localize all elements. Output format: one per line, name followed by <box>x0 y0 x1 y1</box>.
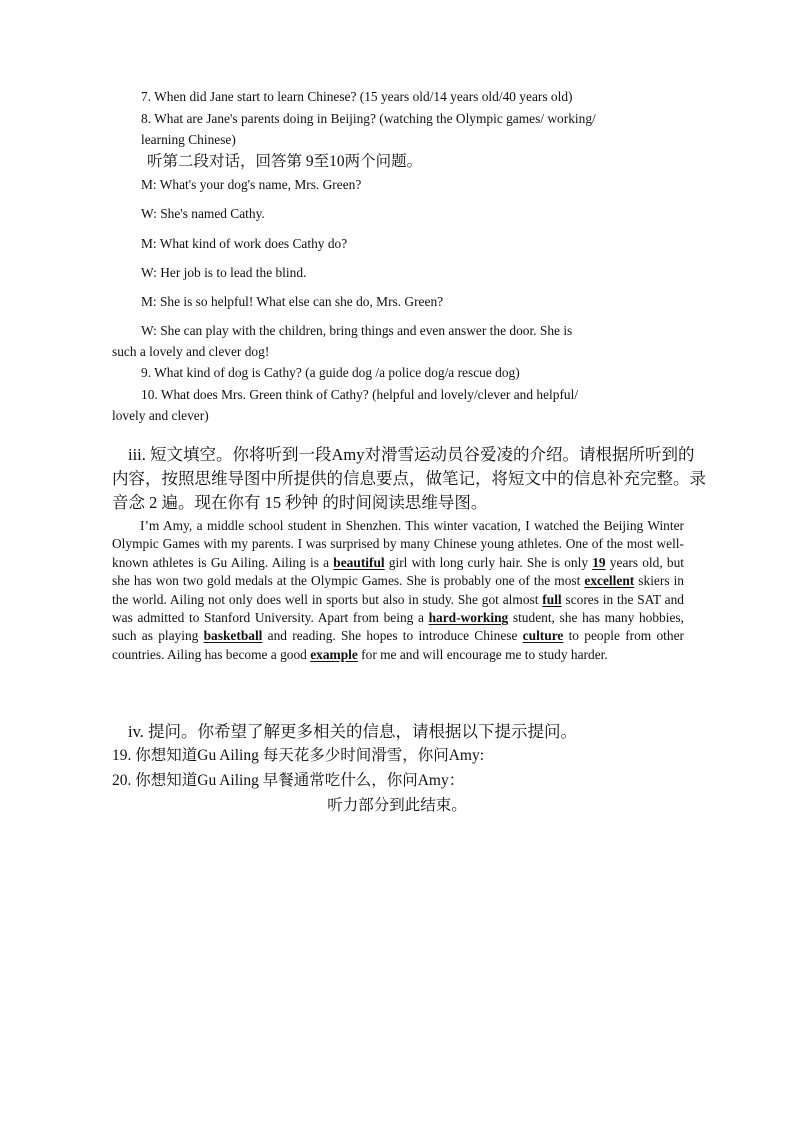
section-3-heading-line-3: 音念 2 遍。现在你有 15 秒钟 的时间阅读思维导图。 <box>112 493 488 512</box>
passage-text-8: to people from other countries. Ailing has become a good <box>112 628 684 662</box>
answer-beautiful: beautiful <box>333 554 385 570</box>
question-10-line-2: lovely and clever) <box>112 408 209 423</box>
passage-text-4: skiers in the world. Ailing not only does well in sports but also in study. She got almost <box>112 573 684 607</box>
dialogue-line-1: M: What's your dog's name, Mrs. Green? <box>141 177 362 192</box>
answer-excellent: excellent <box>584 573 635 589</box>
dialogue-line-4: W: Her job is to lead the blind. <box>141 265 307 280</box>
section-4-heading: iv. 提问。你希望了解更多相关的信息，请根据以下提示提问。 <box>128 722 578 741</box>
passage <box>112 517 684 664</box>
passage-text-7: and reading. She hopes to introduce Chinese <box>262 628 523 644</box>
section-3-heading-line-2: 内容，按照思维导图中所提供的信息要点，做笔记，将短文中的信息补充完整。录 <box>112 469 706 488</box>
dialogue-line-6b: such a lovely and clever dog! <box>112 344 270 359</box>
section-3-heading-line-1: iii. 短文填空。你将听到一段Amy对滑雪运动员谷爱凌的介绍。请根据所听到的 <box>128 445 695 464</box>
dialogue-line-2: W: She's named Cathy. <box>141 206 265 221</box>
question-7: 7. When did Jane start to learn Chinese? (15 years old/14 years old/40 years old) <box>141 89 573 104</box>
dialogue-line-5: M: She is so helpful! What else can she do, Mrs. Green? <box>141 294 444 309</box>
answer-full: full <box>542 591 562 607</box>
answer-19: 19 <box>592 554 606 570</box>
passage-text-1: I’m Amy, a middle school student in Shenzhen. This winter vacation, I watched the Beijing Winter Olympic Games with my parents. I was surprised by many Chinese young athletes. One of the most well-known athletes is Gu Ailing. Ailing is a <box>112 518 684 570</box>
question-8-line-1: 8. What are Jane's parents doing in Beijing? (watching the Olympic games/ working/ <box>141 111 596 126</box>
passage-paragraph <box>112 517 684 664</box>
dialogue-line-3: M: What kind of work does Cathy do? <box>141 236 348 251</box>
answer-hard-working: hard-working <box>428 610 509 626</box>
passage-text-3: years old, but she has won two gold medals at the Olympic Games. She is probably one of the most <box>112 554 684 589</box>
passage-text-5: scores in the SAT and was admitted to Stanford University. Apart from being a <box>112 591 684 626</box>
question-10-line-1: 10. What does Mrs. Green think of Cathy? (helpful and lovely/clever and helpful/ <box>141 387 579 402</box>
question-9: 9. What kind of dog is Cathy? (a guide dog /a police dog/a rescue dog) <box>141 365 520 380</box>
answer-example: example <box>310 646 358 662</box>
question-19: 19. 你想知道Gu Ailing 每天花多少时间滑雪，你问Amy: <box>112 747 485 764</box>
section-2-instruction: 听第二段对话，回答第 9至10两个问题。 <box>147 153 423 170</box>
passage-text-2: girl with long curly hair. She is only <box>384 554 593 570</box>
question-20: 20. 你想知道Gu Ailing 早餐通常吃什么，你问Amy： <box>112 772 465 789</box>
answer-basketball: basketball <box>203 628 263 644</box>
end-note: 听力部分到此结束。 <box>327 797 467 814</box>
passage-text-9: for me and will encourage me to study harder. <box>357 646 608 662</box>
passage-text-6: student, she has many hobbies, such as playing <box>112 610 684 644</box>
question-8-line-2: learning Chinese) <box>141 132 236 147</box>
dialogue-line-6a: W: She can play with the children, bring things and even answer the door. She is <box>141 323 573 338</box>
answer-culture: culture <box>522 628 564 644</box>
